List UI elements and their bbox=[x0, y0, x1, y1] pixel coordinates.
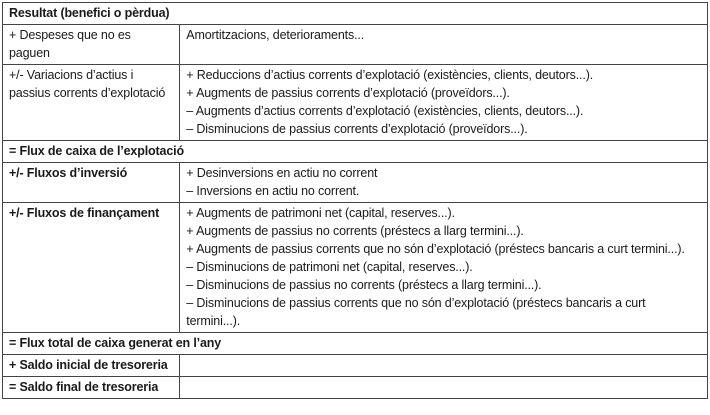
row-resultat bbox=[3, 3, 708, 25]
row-label: = Saldo final de tresoreria bbox=[3, 377, 180, 399]
detail-item: Amortitzacions, deterioraments... bbox=[186, 28, 365, 42]
row-flux-total bbox=[3, 333, 708, 355]
row-variacions bbox=[3, 65, 708, 141]
detail-item: + Augments de passius corrents que no són d’explotació (préstecs bancaris a curt termini...). bbox=[186, 242, 685, 256]
row-fluxos-inversio bbox=[3, 163, 708, 203]
row-value-empty bbox=[180, 377, 708, 399]
detail-item: – Disminucions de passius corrents que no són d’explotació (préstecs bancaris a curt termini...). bbox=[186, 296, 646, 328]
row-label: +/- Fluxos de finançament bbox=[3, 203, 180, 333]
row-label: + Despeses que no es paguen bbox=[3, 25, 180, 65]
row-flux-explotacio bbox=[3, 141, 708, 163]
detail-item: + Desinversions en actiu no corrent bbox=[186, 166, 378, 180]
row-details bbox=[180, 203, 708, 333]
row-details bbox=[180, 65, 708, 141]
detail-item: – Disminucions de passius corrents d’explotació (proveïdors...). bbox=[186, 122, 528, 136]
detail-item: – Disminucions de patrimoni net (capital, reserves...). bbox=[186, 260, 473, 274]
row-label: +/- Fluxos d’inversió bbox=[3, 163, 180, 203]
row-value-empty bbox=[180, 355, 708, 377]
detail-item: – Disminucions de passius no corrents (préstecs a llarg termini...). bbox=[186, 278, 542, 292]
row-fluxos-financament bbox=[3, 203, 708, 333]
row-details bbox=[180, 25, 708, 65]
row-details bbox=[180, 163, 708, 203]
row-saldo-final bbox=[3, 377, 708, 399]
detail-item: + Reduccions d’actius corrents d’explotació (existències, clients, deutors...). bbox=[186, 68, 594, 82]
row-saldo-inicial bbox=[3, 355, 708, 377]
detail-item: + Augments de passius no corrents (préstecs a llarg termini...). bbox=[186, 224, 524, 238]
row-label: = Flux de caixa de l’explotació bbox=[3, 141, 708, 163]
row-label: + Saldo inicial de tresoreria bbox=[3, 355, 180, 377]
row-label: +/- Variacions d’actius i passius corrents d’explotació bbox=[3, 65, 180, 141]
detail-item: + Augments de passius corrents d’explotació (proveïdors...). bbox=[186, 86, 510, 100]
cash-flow-table bbox=[2, 2, 708, 399]
row-despeses bbox=[3, 25, 708, 65]
detail-item: + Augments de patrimoni net (capital, reserves...). bbox=[186, 206, 455, 220]
detail-item: – Inversions en actiu no corrent. bbox=[186, 184, 360, 198]
detail-item: – Augments d’actius corrents d’explotació (existències, clients, deutors...). bbox=[186, 104, 584, 118]
row-label: Resultat (benefici o pèrdua) bbox=[3, 3, 708, 25]
row-label: = Flux total de caixa generat en l’any bbox=[3, 333, 708, 355]
